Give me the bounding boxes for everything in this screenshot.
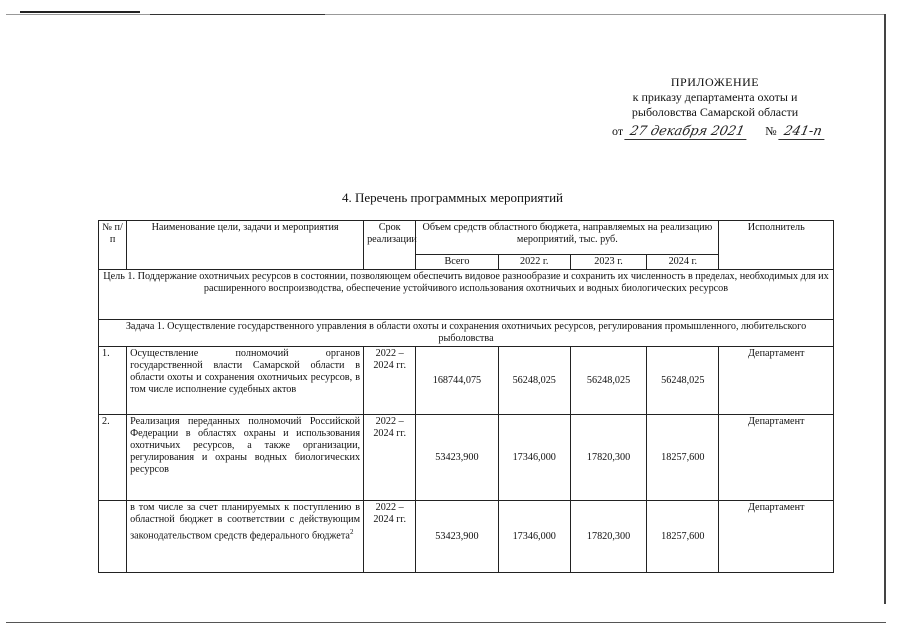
- task-text: Задача 1. Осуществление государственного управления в области охоты и сохранения охотничьих ресурсов, регулирования промышленного, любительского рыболовства: [99, 320, 834, 347]
- row-executor: Департамент: [719, 347, 834, 415]
- header-2024: 2024 г.: [647, 255, 719, 270]
- page-bottom-edge: [6, 622, 886, 623]
- document-title: 4. Перечень программных мероприятий: [342, 190, 563, 205]
- appendix-line: к приказу департамента охоты и: [632, 90, 798, 104]
- header-total: Всего: [416, 255, 498, 270]
- header-num: № п/п: [99, 221, 127, 270]
- header-2022: 2022 г.: [498, 255, 570, 270]
- appendix-line: рыболовства Самарской области: [631, 105, 799, 119]
- row-name: Осуществление полномочий органов государственной власти Самарской области в области охоты и сохранения охотничьих ресурсов, в том числе исполнение судебных актов: [127, 347, 364, 415]
- date-prefix: от: [612, 124, 624, 138]
- table-row: [99, 501, 834, 573]
- row-total: 53423,900: [416, 415, 498, 501]
- order-date-number: [612, 124, 825, 140]
- program-activities-table: [98, 220, 834, 573]
- goal-text: Цель 1. Поддержание охотничьих ресурсов в состоянии, позволяющем обеспечить видовое разнообразие и сохранить их численность в пределах, необходимых для их расширенного воспроизводства, обеспечение устойчивого использования охотничьих и водных биологических ресурсов: [99, 270, 834, 320]
- task-row: [99, 320, 834, 347]
- handwritten-number: 241-п: [778, 124, 827, 140]
- row-2024: 18257,600: [647, 501, 719, 573]
- row-num: [99, 501, 127, 573]
- row-name-text: в том числе за счет планируемых к поступлению в областной бюджет в соответствии с действующим законодательством средств федерального бюджета: [130, 502, 361, 542]
- number-prefix: №: [765, 124, 777, 138]
- header-term: Срок реализации: [364, 221, 416, 270]
- header-budget: Объем средств областного бюджета, направляемых на реализацию мероприятий, тыс. руб.: [416, 221, 719, 255]
- row-2023: 56248,025: [570, 347, 646, 415]
- table-row: [99, 347, 834, 415]
- row-2023: 17820,300: [570, 501, 646, 573]
- row-executor: Департамент: [719, 415, 834, 501]
- row-term: 2022 – 2024 гг.: [364, 415, 416, 501]
- row-term: 2022 – 2024 гг.: [364, 501, 416, 573]
- footnote-mark: 2: [349, 528, 354, 536]
- row-2022: 56248,025: [498, 347, 570, 415]
- row-term: 2022 – 2024 гг.: [364, 347, 416, 415]
- row-executor: Департамент: [719, 501, 834, 573]
- table-row: [99, 415, 834, 501]
- header-executor: Исполнитель: [719, 221, 834, 270]
- header-2023: 2023 г.: [570, 255, 646, 270]
- table-header-row: [99, 221, 834, 255]
- page-top-edge: [6, 14, 884, 15]
- row-2022: 17346,000: [498, 501, 570, 573]
- row-total: 53423,900: [416, 501, 498, 573]
- row-2022: 17346,000: [498, 415, 570, 501]
- row-name: [127, 501, 364, 573]
- row-2023: 17820,300: [570, 415, 646, 501]
- appendix-title: ПРИЛОЖЕНИЕ: [670, 75, 760, 89]
- row-total: 168744,075: [416, 347, 498, 415]
- row-num: 1.: [99, 347, 127, 415]
- page-right-edge: [884, 14, 886, 604]
- goal-row: [99, 270, 834, 320]
- appendix-header: [600, 75, 830, 120]
- row-2024: 56248,025: [647, 347, 719, 415]
- handwritten-date: 27 декабря 2021: [624, 124, 750, 140]
- scan-mark: [20, 11, 140, 13]
- scan-mark: [150, 14, 325, 15]
- row-2024: 18257,600: [647, 415, 719, 501]
- row-name: Реализация переданных полномочий Российской Федерации в областях охраны и использования охотничьих ресурсов, а также организации, регулирования и охраны водных биологических ресурсов: [127, 415, 364, 501]
- header-name: Наименование цели, задачи и мероприятия: [127, 221, 364, 270]
- row-num: 2.: [99, 415, 127, 501]
